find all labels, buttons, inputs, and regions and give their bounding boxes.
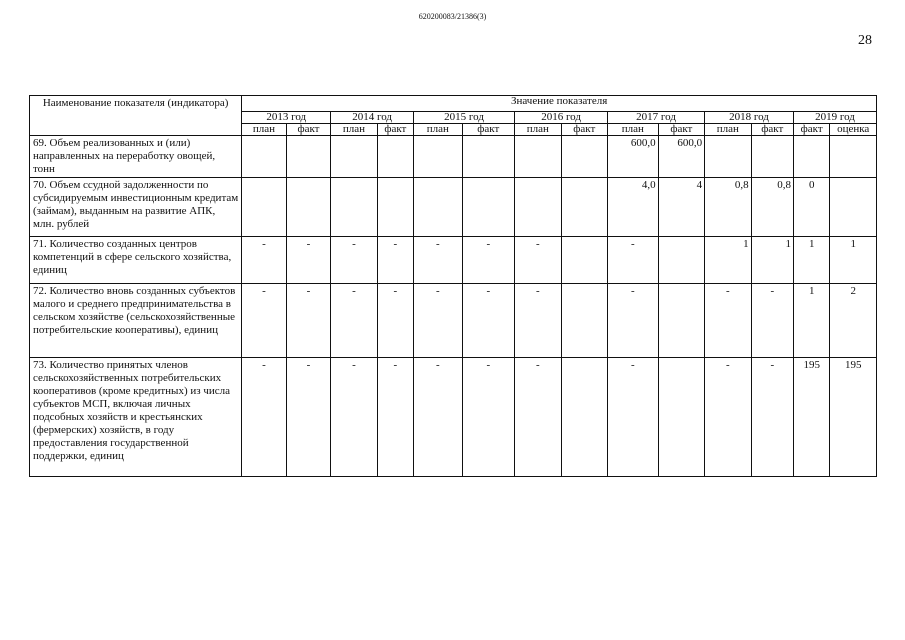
value-cell: - (286, 284, 330, 358)
value-cell (462, 136, 515, 178)
subheader-cell: план (705, 124, 751, 136)
value-cell (414, 136, 463, 178)
indicator-name: 72. Количество вновь созданных субъектов малого и среднего предпринимательства в сельском хозяйстве (сельскохозяйственные потребительские кооперативы), единиц (30, 284, 242, 358)
indicator-name: 70. Объем ссудной задолженности по субсидируемым инвестиционным кредитам (займам), выданным на развитие АПК, млн. рублей (30, 178, 242, 237)
value-cell (705, 136, 751, 178)
subheader-cell: факт (658, 124, 704, 136)
value-cell (286, 178, 330, 237)
value-cell: 600,0 (608, 136, 659, 178)
value-cell: 0,8 (751, 178, 793, 237)
year-header: 2015 год (414, 112, 515, 124)
subheader-cell: факт (561, 124, 607, 136)
value-cell: 2 (830, 284, 877, 358)
value-cell: 1 (794, 237, 830, 284)
value-cell: - (331, 237, 377, 284)
year-header: 2019 год (794, 112, 877, 124)
indicator-name: 73. Количество принятых членов сельскохозяйственных потребительских кооперативов (кроме кредитных) из числа субъектов МСП, включая личных подсобных хозяйств и крестьянских (фермерских) хозяйств, в году предоставления государственной поддержки, единиц (30, 358, 242, 477)
header-indicator-value: Значение показателя (242, 96, 877, 112)
value-cell: - (462, 237, 515, 284)
subheader-cell: план (242, 124, 286, 136)
value-cell (377, 136, 413, 178)
indicator-name: 71. Количество созданных центров компетенций в сфере сельского хозяйства, единиц (30, 237, 242, 284)
value-cell: 600,0 (658, 136, 704, 178)
value-cell: 0 (794, 178, 830, 237)
value-cell: 1 (751, 237, 793, 284)
page-number: 28 (858, 33, 872, 48)
year-header: 2017 год (608, 112, 705, 124)
table-row (30, 358, 877, 477)
value-cell: - (242, 237, 286, 284)
value-cell: - (608, 358, 659, 477)
table-row (30, 237, 877, 284)
value-cell: - (414, 358, 463, 477)
year-header: 2013 год (242, 112, 331, 124)
value-cell: - (377, 358, 413, 477)
value-cell (561, 284, 607, 358)
value-cell (658, 358, 704, 477)
value-cell (462, 178, 515, 237)
value-cell (242, 136, 286, 178)
value-cell: 1 (794, 284, 830, 358)
value-cell (286, 136, 330, 178)
subheader-cell: план (414, 124, 463, 136)
value-cell (561, 358, 607, 477)
value-cell (561, 237, 607, 284)
value-cell: - (705, 284, 751, 358)
value-cell (658, 284, 704, 358)
value-cell (794, 136, 830, 178)
value-cell (658, 237, 704, 284)
value-cell (561, 178, 607, 237)
subheader-cell: факт (462, 124, 515, 136)
year-header: 2016 год (515, 112, 608, 124)
value-cell (751, 136, 793, 178)
value-cell: - (608, 284, 659, 358)
value-cell: - (377, 237, 413, 284)
value-cell: - (414, 284, 463, 358)
value-cell: - (705, 358, 751, 477)
value-cell: - (515, 237, 561, 284)
value-cell: - (751, 284, 793, 358)
value-cell (331, 178, 377, 237)
indicator-table (29, 95, 877, 477)
value-cell: - (751, 358, 793, 477)
value-cell: - (377, 284, 413, 358)
value-cell: - (331, 358, 377, 477)
value-cell: - (242, 358, 286, 477)
value-cell: 1 (705, 237, 751, 284)
value-cell: - (242, 284, 286, 358)
table-row (30, 136, 877, 178)
value-cell: - (331, 284, 377, 358)
document-id: 620200083/21386(3) (418, 12, 487, 21)
year-header: 2014 год (331, 112, 414, 124)
subheader-cell: факт (794, 124, 830, 136)
value-cell (515, 136, 561, 178)
value-cell (331, 136, 377, 178)
value-cell: - (286, 358, 330, 477)
indicator-name: 69. Объем реализованных и (или) направленных на переработку овощей, тонн (30, 136, 242, 178)
value-cell (830, 136, 877, 178)
value-cell: 195 (794, 358, 830, 477)
year-header: 2018 год (705, 112, 794, 124)
value-cell: - (462, 358, 515, 477)
subheader-cell: факт (286, 124, 330, 136)
value-cell (414, 178, 463, 237)
value-cell: 4 (658, 178, 704, 237)
value-cell (377, 178, 413, 237)
subheader-cell: план (331, 124, 377, 136)
value-cell: - (515, 284, 561, 358)
subheader-cell: факт (751, 124, 793, 136)
value-cell: - (515, 358, 561, 477)
header-indicator-name: Наименование показателя (индикатора) (30, 96, 242, 136)
table-row (30, 284, 877, 358)
value-cell (242, 178, 286, 237)
value-cell: - (462, 284, 515, 358)
value-cell: - (414, 237, 463, 284)
value-cell (561, 136, 607, 178)
subheader-cell: план (515, 124, 561, 136)
subheader-cell: факт (377, 124, 413, 136)
value-cell (515, 178, 561, 237)
value-cell: - (608, 237, 659, 284)
subheader-cell: план (608, 124, 659, 136)
value-cell (830, 178, 877, 237)
value-cell: 0,8 (705, 178, 751, 237)
value-cell: 1 (830, 237, 877, 284)
value-cell: 195 (830, 358, 877, 477)
subheader-cell: оценка (830, 124, 877, 136)
table-row (30, 178, 877, 237)
value-cell: - (286, 237, 330, 284)
value-cell: 4,0 (608, 178, 659, 237)
